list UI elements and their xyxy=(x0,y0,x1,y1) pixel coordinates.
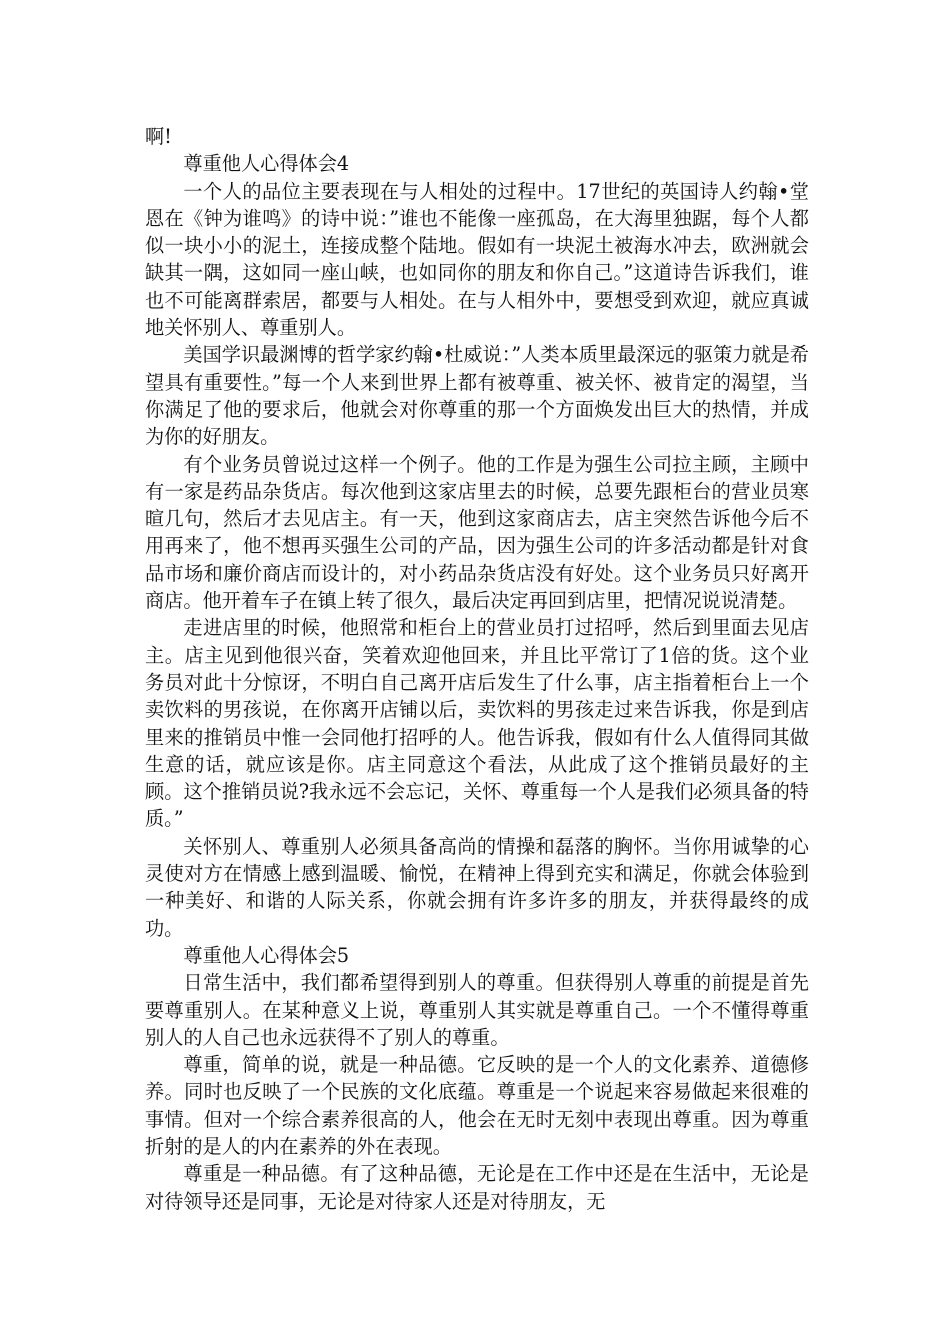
paragraph: 一个人的品位主要表现在与人相处的过程中。17世纪的英国诗人约翰•堂恩在《钟为谁鸣》的诗中说：”谁也不能像一座孤岛，在大海里独踞，每个人都似一块小小的泥土，连接成整个陆地。假如有一块泥土被海水冲去，欧洲就会缺其一隅，这如同一座山峡，也如同你的朋友和你自己。”这道诗告诉我们，谁也不可能离群索居，都要与人相处。在与人相外中，要想受到欢迎，就应真诚地关怀别人、尊重别人。 xyxy=(145,179,809,340)
paragraph: 尊重是一种品德。有了这种品德，无论是在工作中还是在生活中，无论是对待领导还是同事，无论是对待家人还是对待朋友，无 xyxy=(145,1162,809,1213)
paragraph: 关怀别人、尊重别人必须具备高尚的情操和磊落的胸怀。当你用诚挚的心灵使对方在情感上感到温暖、愉悦，在精神上得到充实和满足，你就会体验到一种美好、和谐的人际关系，你就会拥有许多许多的朋友，并获得最终的成功。 xyxy=(145,834,809,940)
section-heading-4: 尊重他人心得体会4 xyxy=(183,152,350,176)
document-page xyxy=(145,123,809,1215)
paragraph: 走进店里的时候，他照常和柜台上的营业员打过招呼，然后到里面去见店主。店主见到他很兴奋，笑着欢迎他回来，并且比平常订了1倍的货。这个业务员对此十分惊讶，不明白自己离开店后发生了什么事，店主指着柜台上一个卖饮料的男孩说，在你离开店铺以后，卖饮料的男孩走过来告诉我，你是到店里来的推销员中惟一会同他打招呼的人。他告诉我，假如有什么人值得同其做生意的话，就应该是你。店主同意这个看法，从此成了这个推销员最好的主顾。这个推销员说?我永远不会忘记，关怀、尊重每一个人是我们必须具备的特质。” xyxy=(145,616,809,831)
paragraph-fragment: 啊! xyxy=(145,125,172,148)
paragraph: 美国学识最渊博的哲学家约翰•杜威说：”人类本质里最深远的驱策力就是希望具有重要性。”每一个人来到世界上都有被尊重、被关怀、被肯定的渴望，当你满足了他的要求后，他就会对你尊重的那一个方面焕发出巨大的热情，并成为你的好朋友。 xyxy=(145,343,809,449)
paragraph: 日常生活中，我们都希望得到别人的尊重。但获得别人尊重的前提是首先要尊重别人。在某种意义上说，尊重别人其实就是尊重自己。一个不懂得尊重别人的人自己也永远获得不了别人的尊重。 xyxy=(145,971,809,1049)
paragraph: 尊重，简单的说，就是一种品德。它反映的是一个人的文化素养、道德修养。同时也反映了一个民族的文化底蕴。尊重是一个说起来容易做起来很难的事情。但对一个综合素养很高的人，他会在无时无刻中表现出尊重。因为尊重折射的是人的内在素养的外在表现。 xyxy=(145,1053,809,1158)
paragraph: 有个业务员曾说过这样一个例子。他的工作是为强生公司拉主顾，主顾中有一家是药品杂货店。每次他到这家店里去的时候，总要先跟柜台的营业员寒暄几句，然后才去见店主。有一天，他到这家商店去，店主突然告诉他今后不用再来了，他不想再买强生公司的产品，因为强生公司的许多活动都是针对食品市场和廉价商店而设计的，对小药品杂货店没有好处。这个业务员只好离开商店。他开着车子在镇上转了很久，最后决定再回到店里，把情况说说清楚。 xyxy=(145,452,809,613)
section-heading-5: 尊重他人心得体会5 xyxy=(183,943,350,967)
